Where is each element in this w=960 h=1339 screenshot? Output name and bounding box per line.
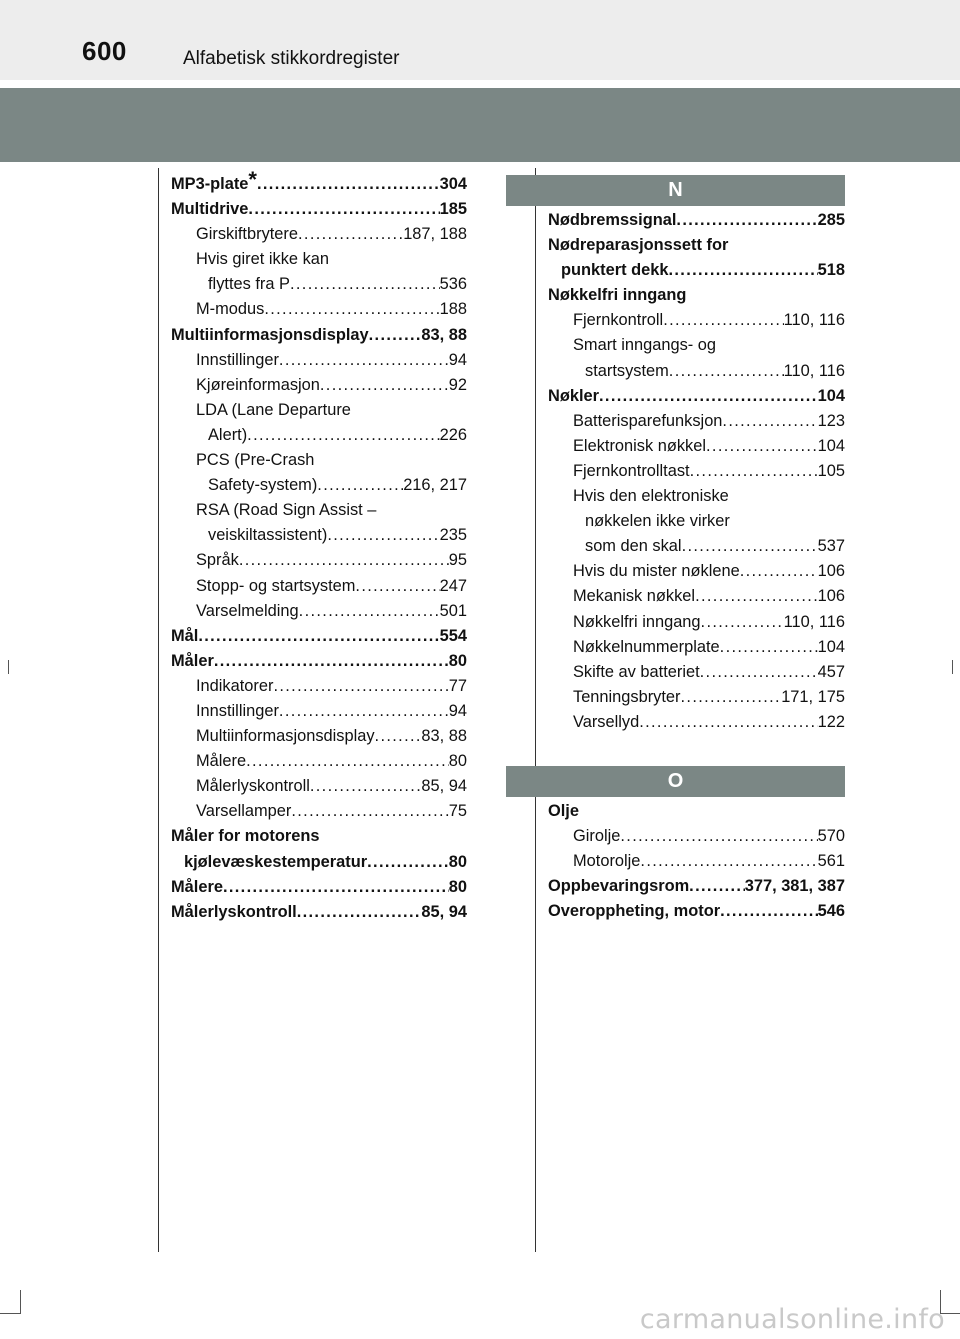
page-reference: 185 [439,200,467,219]
index-entry [171,551,467,576]
page-reference: 94 [448,701,467,720]
index-entry [171,903,467,928]
dot-leader [668,261,817,280]
page-reference: 80 [448,752,467,771]
index-entry [548,613,845,638]
index-entry [171,426,467,451]
index-entry [548,713,845,738]
page-reference: 285 [817,211,845,229]
header-band [0,88,960,162]
dot-leader [214,652,449,671]
index-term: Målere [171,877,223,896]
index-term: Fjernkontrolltast [573,461,690,480]
index-entry [171,351,467,376]
dot-leader [689,877,745,896]
index-term: Girolje [573,827,621,846]
index-term: Skifte av batteriet [573,662,700,681]
index-entry [548,412,845,437]
index-entry [548,336,845,361]
index-entry [171,200,467,225]
index-entry [548,236,845,261]
index-entry [548,902,845,927]
index-term: Måler [171,651,214,670]
page-reference: 188 [439,300,467,319]
index-term: flyttes fra P [208,275,290,294]
index-term: Olje [548,801,579,820]
index-term: som den skal [585,537,682,556]
page-reference: 104 [817,386,845,405]
index-entry [171,501,467,526]
index-entry [548,437,845,462]
running-title: Alfabetisk stikkordregister [183,48,400,69]
index-entry [171,451,467,476]
index-term: Multidrive [171,200,249,219]
index-term: Multiinformasjonsdisplay [196,727,375,746]
section-heading: O [506,766,845,797]
dot-leader [695,587,818,606]
dot-leader [375,727,422,746]
dot-leader [320,376,449,395]
page-reference: 94 [448,350,467,369]
index-entry [171,166,467,200]
index-entry [171,878,467,903]
page-reference: 570 [817,827,845,846]
index-entry [548,663,845,688]
index-term: Hvis den elektroniske [573,487,729,506]
dot-leader [369,326,422,345]
dot-leader [701,613,784,632]
index-term: Varselmelding [196,601,299,620]
index-entry [171,827,467,852]
index-entry [171,853,467,878]
index-entry [171,401,467,426]
page-reference: 80 [448,651,467,670]
index-term: Hvis giret ikke kan [196,250,329,269]
index-entry [171,652,467,677]
index-entry [548,512,845,537]
crop-mark [952,660,953,674]
index-term: Multiinformasjonsdisplay [171,325,369,344]
index-entry [548,362,845,387]
index-term: Måler for motorens [171,827,320,846]
page-reference: 105 [817,461,845,480]
index-column-right [548,175,845,927]
page-reference: 377, 381, 387 [744,877,845,896]
page-reference: 106 [817,562,845,581]
index-term: Nødbremssignal [548,211,677,229]
dot-leader [355,577,439,596]
index-entry [171,677,467,702]
dot-leader [740,562,818,581]
dot-leader [239,551,449,570]
dot-leader [669,362,784,381]
index-entry [548,286,845,311]
index-entry [548,688,845,713]
crop-mark [0,1313,20,1314]
index-entry [548,587,845,612]
index-entry [548,387,845,412]
dot-leader [720,902,818,921]
index-entry [171,627,467,652]
dot-leader [247,426,439,445]
index-term: Overoppheting, motor [548,902,721,921]
index-entry [171,777,467,802]
dot-leader [310,777,422,796]
index-term: Målerlyskontroll [196,777,310,796]
dot-leader [700,663,818,682]
page-reference: 247 [439,576,467,595]
page-reference: 110, 116 [783,311,845,330]
dot-leader [367,853,449,872]
page-reference: 92 [448,375,467,394]
index-term: Mekanisk nøkkel [573,587,696,606]
index-term: startsystem [585,361,669,380]
index-term: Nøkler [548,386,600,405]
index-entry [171,326,467,351]
index-term: Oppbevaringsrom [548,877,690,896]
index-entry [548,211,845,236]
index-term: Målerlyskontroll [171,902,297,921]
section-heading: N [506,175,845,206]
header-strip [0,0,960,80]
index-term: Språk [196,551,239,570]
dot-leader [720,638,818,657]
index-term: Girskiftbrytere [196,225,299,244]
page-reference: 457 [817,662,845,681]
index-entry [548,462,845,487]
dot-leader [663,311,783,330]
page-reference: 536 [439,275,467,294]
index-term: veiskiltassistent) [208,526,328,545]
page-reference: 104 [817,637,845,656]
index-term: Målere [196,752,247,771]
index-entry [171,577,467,602]
index-entry [548,877,845,902]
column-rule-left [158,168,159,1252]
dot-leader [298,225,403,244]
index-entry [171,602,467,627]
index-term: Hvis du mister nøklene [573,562,740,581]
dot-leader [317,476,403,495]
index-entry [171,376,467,401]
page-reference: 80 [448,877,467,896]
dot-leader [599,387,818,406]
dot-leader [279,351,449,370]
index-term: Elektronisk nøkkel [573,436,706,455]
index-entry [548,537,845,562]
page-reference: 304 [439,175,467,193]
index-term: Varsellamper [196,802,292,821]
index-term: PCS (Pre-Crash [196,451,315,470]
index-term: Smart inngangs- og [573,336,717,355]
dot-leader [198,627,439,646]
dot-leader [690,462,818,481]
column-rule-middle [535,168,536,1252]
index-entry [548,261,845,286]
index-entry [171,275,467,300]
page-reference: 85, 94 [421,902,467,921]
index-term: Mål [171,626,199,645]
page-reference: 187, 188 [403,225,467,244]
page-reference: 75 [448,802,467,821]
index-term: Nøkkelfri inngang [548,286,687,305]
index-entry [171,476,467,501]
dot-leader [279,702,449,721]
index-term: Tenningsbryter [573,687,681,706]
dot-leader [223,878,449,897]
index-term: punktert dekk [561,261,669,280]
index-entry [171,300,467,325]
watermark: carmanualsonline.info [639,1304,945,1335]
crop-mark [8,660,9,674]
page-reference: 501 [439,601,467,620]
dot-leader [640,852,817,871]
page-reference: 110, 116 [783,361,845,380]
page-reference: 216, 217 [403,476,467,495]
index-term: Stopp- og startsystem [196,576,356,595]
page-reference: 546 [817,902,845,921]
index-term: Nødreparasjonssett for [548,236,729,255]
index-term: nøkkelen ikke virker [585,512,730,531]
dot-leader [639,713,817,732]
page-reference: 235 [439,526,467,545]
index-entry [171,250,467,275]
index-entry [548,802,845,827]
dot-leader [682,537,818,556]
index-term: Innstillinger [196,350,279,369]
dot-leader [620,827,817,846]
page-reference: 80 [448,852,467,871]
index-entry [548,562,845,587]
dot-leader [297,903,422,922]
page-reference: 561 [817,852,845,871]
index-entry [171,526,467,551]
index-term: Safety-system) [208,476,318,495]
page-reference: 83, 88 [421,727,467,746]
dot-leader [248,200,439,219]
dot-leader [327,526,439,545]
page-reference: 95 [448,551,467,570]
index-term: Alert) [208,425,248,444]
page-reference: 122 [817,712,845,731]
dot-leader [706,437,818,456]
page-reference: 106 [817,587,845,606]
dot-leader [681,688,782,707]
index-entry [548,487,845,512]
page-reference: 104 [817,436,845,455]
dot-leader [246,752,449,771]
page-reference: 123 [817,411,845,430]
index-entry [548,852,845,877]
page-reference: 518 [817,261,845,280]
index-term: Kjøreinformasjon [196,375,320,394]
index-entry [171,727,467,752]
index-term: MP3-plate* [171,166,257,193]
index-entry [171,225,467,250]
index-entry [548,827,845,852]
dot-leader [264,300,439,319]
dot-leader [722,412,817,431]
index-term: Fjernkontroll [573,311,664,330]
page-reference: 83, 88 [421,325,467,344]
page-reference: 77 [448,676,467,695]
dot-leader [257,175,440,194]
dot-leader [273,677,448,696]
index-term: LDA (Lane Departure [196,400,351,419]
page-reference: 171, 175 [781,687,845,706]
page-reference: 226 [439,425,467,444]
index-term: RSA (Road Sign Assist – [196,501,377,520]
index-term: M-modus [196,300,265,319]
index-entry [548,638,845,663]
index-term: Varsellyd [573,712,640,731]
dot-leader [290,275,440,294]
crop-mark [20,1290,21,1314]
index-entry [171,802,467,827]
index-term: kjølevæskestemperatur [184,852,368,871]
page-reference: 85, 94 [421,777,467,796]
index-term: Nøkkelfri inngang [573,612,701,631]
index-term: Innstillinger [196,701,279,720]
page-reference: 110, 116 [783,612,845,631]
dot-leader [299,602,440,621]
footnote-marker: * [248,166,257,192]
index-term: Nøkkelnummerplate [573,637,720,656]
index-entry [171,752,467,777]
page-reference: 537 [817,537,845,556]
section-gap [548,738,845,766]
page-reference: 554 [439,626,467,645]
index-term: Batterisparefunksjon [573,411,723,430]
index-column-left [171,166,467,928]
index-term: Indikatorer [196,676,274,695]
dot-leader [291,802,448,821]
index-term: Motorolje [573,852,641,871]
index-entry [548,311,845,336]
dot-leader [676,211,817,230]
page-number: 600 [82,36,127,66]
index-entry [171,702,467,727]
